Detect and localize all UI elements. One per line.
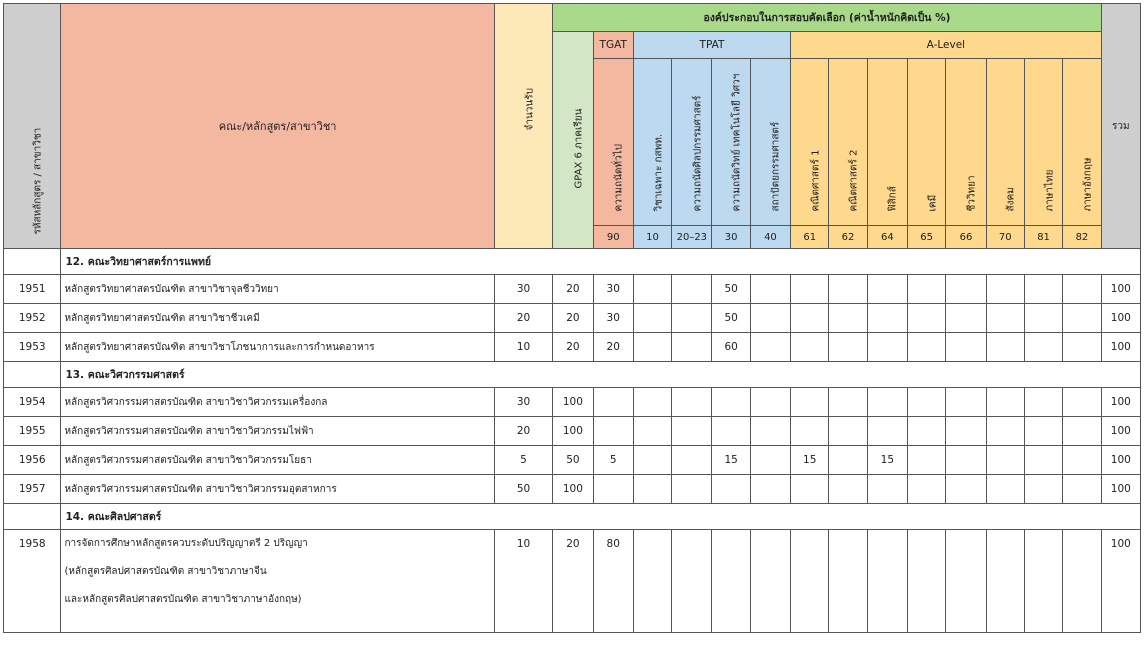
header-subject-code: 90 (593, 226, 633, 249)
score-weight (633, 475, 671, 504)
score-weight: 60 (712, 333, 750, 362)
header-subject: ความถนัดศิลปกรรมศาสตร์ (672, 59, 712, 226)
score-weight (867, 475, 907, 504)
score-weight (986, 446, 1024, 475)
program-name (61, 388, 494, 417)
header-subject: ภาษาอังกฤษ (1063, 59, 1101, 226)
header-subject: ความถนัดทั่วไป (593, 59, 633, 226)
program-name-line: หลักสูตรวิทยาศาสตรบัณฑิต สาขาวิชาชีวเคมี (64, 312, 260, 324)
program-name-line: หลักสูตรวิศวกรรมศาสตรบัณฑิต สาขาวิชาวิศวกรรมโยธา (64, 454, 312, 466)
score-weight: 15 (867, 446, 907, 475)
score-weight (1024, 333, 1062, 362)
program-code: 1957 (4, 475, 61, 504)
program-code: 1952 (4, 304, 61, 333)
table-row (4, 446, 1141, 475)
score-weight (829, 446, 867, 475)
seats-value: 30 (494, 275, 552, 304)
program-name (61, 475, 494, 504)
header-subject: สังคม (986, 59, 1024, 226)
score-weight (633, 388, 671, 417)
program-name-line: หลักสูตรวิทยาศาสตรบัณฑิต สาขาวิชาโภชนาการและการกำหนดอาหาร (64, 341, 375, 353)
header-subject-code: 40 (750, 226, 790, 249)
score-weight: 50 (712, 304, 750, 333)
score-weight: 5 (593, 446, 633, 475)
score-weight (986, 417, 1024, 446)
score-weight (1024, 417, 1062, 446)
header-subject: ภาษาไทย (1024, 59, 1062, 226)
score-weight (1063, 417, 1101, 446)
score-weight (986, 475, 1024, 504)
seats-value: 30 (494, 388, 552, 417)
program-code: 1956 (4, 446, 61, 475)
gpax-value: 100 (553, 475, 593, 504)
header-components: องค์ประกอบในการสอบคัดเลือก (ค่าน้ำหนักคิดเป็น %) (553, 4, 1101, 32)
section-label: 14. คณะศิลปศาสตร์ (61, 504, 1141, 530)
score-weight (750, 475, 790, 504)
program-name-line: และหลักสูตรศิลปศาสตรบัณฑิต สาขาวิชาภาษาอังกฤษ) (64, 594, 302, 605)
program-code: 1951 (4, 275, 61, 304)
score-weight (593, 475, 633, 504)
score-weight: 15 (791, 446, 829, 475)
header-faculty: คณะ/หลักสูตร/สาขาวิชา (61, 4, 494, 249)
score-weight (829, 530, 867, 633)
score-weight (986, 388, 1024, 417)
score-weight (867, 304, 907, 333)
program-name-line: (หลักสูตรศิลปศาสตรบัณฑิต สาขาวิชาภาษาจีน (64, 566, 267, 577)
score-weight (946, 333, 986, 362)
score-weight (791, 304, 829, 333)
score-weight (1063, 333, 1101, 362)
program-name-line: หลักสูตรวิศวกรรมศาสตรบัณฑิต สาขาวิชาวิศวกรรมเครื่องกล (64, 396, 328, 408)
header-subject-code: 70 (986, 226, 1024, 249)
score-weight (867, 417, 907, 446)
header-subject-code: 10 (633, 226, 671, 249)
program-code: 1954 (4, 388, 61, 417)
score-weight (946, 275, 986, 304)
score-weight (908, 446, 946, 475)
score-weight (633, 333, 671, 362)
total-value: 100 (1101, 304, 1140, 333)
table-row (4, 388, 1141, 417)
score-weight (1063, 446, 1101, 475)
total-value: 100 (1101, 446, 1140, 475)
header-subject-code: 61 (791, 226, 829, 249)
score-weight (829, 417, 867, 446)
score-weight: 80 (593, 530, 633, 633)
table-row (4, 417, 1141, 446)
header-subject-code: 20–23 (672, 226, 712, 249)
header-gpax: GPAX 6 ภาคเรียน (553, 32, 593, 249)
score-weight (633, 530, 671, 633)
score-weight (712, 388, 750, 417)
score-weight (1024, 304, 1062, 333)
score-weight (867, 388, 907, 417)
score-weight: 30 (593, 304, 633, 333)
header-subject-code: 62 (829, 226, 867, 249)
header-subject: คณิตศาสตร์ 1 (791, 59, 829, 226)
header-subject: ชีววิทยา (946, 59, 986, 226)
score-weight (712, 475, 750, 504)
score-weight (908, 475, 946, 504)
score-weight (946, 475, 986, 504)
section-row (4, 504, 1141, 530)
seats-value: 10 (494, 530, 552, 633)
header-seats: จำนวนรับ (494, 4, 552, 249)
program-name-line: หลักสูตรวิทยาศาสตรบัณฑิต สาขาวิชาจุลชีววิทยา (64, 283, 279, 295)
score-weight (633, 417, 671, 446)
score-weight (1063, 530, 1101, 633)
score-weight (791, 417, 829, 446)
score-weight (867, 333, 907, 362)
score-weight (908, 275, 946, 304)
score-weight (829, 275, 867, 304)
score-weight (791, 388, 829, 417)
total-value: 100 (1101, 417, 1140, 446)
total-value: 100 (1101, 388, 1140, 417)
gpax-value: 100 (553, 417, 593, 446)
score-weight (672, 333, 712, 362)
score-weight (867, 275, 907, 304)
score-weight (791, 475, 829, 504)
score-weight (1024, 475, 1062, 504)
table-row (4, 333, 1141, 362)
total-value: 100 (1101, 333, 1140, 362)
score-weight (750, 446, 790, 475)
program-name (61, 304, 494, 333)
gpax-value: 20 (553, 530, 593, 633)
program-name (61, 417, 494, 446)
seats-value: 50 (494, 475, 552, 504)
score-weight (750, 388, 790, 417)
seats-value: 20 (494, 417, 552, 446)
score-weight: 30 (593, 275, 633, 304)
total-value: 100 (1101, 275, 1140, 304)
section-row (4, 249, 1141, 275)
gpax-value: 50 (553, 446, 593, 475)
score-weight (908, 304, 946, 333)
score-weight (633, 304, 671, 333)
score-weight (867, 530, 907, 633)
gpax-value: 20 (553, 275, 593, 304)
score-weight (946, 388, 986, 417)
program-name (61, 333, 494, 362)
score-weight: 15 (712, 446, 750, 475)
score-weight (750, 304, 790, 333)
score-weight (946, 530, 986, 633)
header-subject-code: 30 (712, 226, 750, 249)
score-weight (791, 530, 829, 633)
score-weight: 20 (593, 333, 633, 362)
header-subject-code: 82 (1063, 226, 1101, 249)
header-subject: สถาปัตยกรรมศาสตร์ (750, 59, 790, 226)
header-subject: ความถนัดวิทย์ เทคโนโลยี วิศวฯ (712, 59, 750, 226)
score-weight (712, 417, 750, 446)
program-name (61, 275, 494, 304)
header-code: รหัสหลักสูตร / สาขาวิชา (4, 4, 61, 249)
header-subject: เคมี (908, 59, 946, 226)
seats-value: 20 (494, 304, 552, 333)
header-subject-code: 66 (946, 226, 986, 249)
score-weight (946, 304, 986, 333)
program-code: 1955 (4, 417, 61, 446)
score-weight (750, 417, 790, 446)
score-weight (633, 275, 671, 304)
header-subject: ฟิสิกส์ (867, 59, 907, 226)
score-weight (791, 275, 829, 304)
score-weight (908, 530, 946, 633)
seats-value: 10 (494, 333, 552, 362)
section-row (4, 362, 1141, 388)
score-weight (1063, 275, 1101, 304)
score-weight: 50 (712, 275, 750, 304)
score-weight (672, 446, 712, 475)
score-weight (908, 388, 946, 417)
score-weight (1063, 388, 1101, 417)
score-weight (750, 530, 790, 633)
score-weight (593, 417, 633, 446)
total-value: 100 (1101, 530, 1140, 633)
score-weight (1024, 446, 1062, 475)
score-weight (946, 446, 986, 475)
header-subject-code: 64 (867, 226, 907, 249)
score-weight (672, 475, 712, 504)
score-weight (908, 417, 946, 446)
header-total: รวม (1101, 4, 1140, 249)
score-weight (791, 333, 829, 362)
program-name (61, 446, 494, 475)
table-row (4, 530, 1141, 633)
program-name-line: หลักสูตรวิศวกรรมศาสตรบัณฑิต สาขาวิชาวิศวกรรมไฟฟ้า (64, 425, 314, 437)
header-subject-code: 65 (908, 226, 946, 249)
program-name-line: หลักสูตรวิศวกรรมศาสตรบัณฑิต สาขาวิชาวิศวกรรมอุตสาหการ (64, 483, 337, 495)
program-code: 1953 (4, 333, 61, 362)
score-weight (1024, 275, 1062, 304)
score-weight (1024, 530, 1062, 633)
score-weight (986, 333, 1024, 362)
program-name (61, 530, 494, 633)
section-label: 12. คณะวิทยาศาสตร์การแพทย์ (61, 249, 1141, 275)
seats-value: 5 (494, 446, 552, 475)
header-subject: คณิตศาสตร์ 2 (829, 59, 867, 226)
score-weight (986, 275, 1024, 304)
score-weight (829, 388, 867, 417)
header-subject-code: 81 (1024, 226, 1062, 249)
score-weight (750, 275, 790, 304)
admission-table (3, 3, 1141, 633)
table-row (4, 275, 1141, 304)
gpax-value: 100 (553, 388, 593, 417)
score-weight (672, 388, 712, 417)
score-weight (829, 475, 867, 504)
total-value: 100 (1101, 475, 1140, 504)
score-weight (1063, 475, 1101, 504)
score-weight (829, 304, 867, 333)
gpax-value: 20 (553, 304, 593, 333)
table-row (4, 475, 1141, 504)
header-subject: วิชาเฉพาะ กสพท. (633, 59, 671, 226)
table-row (4, 304, 1141, 333)
score-weight (712, 530, 750, 633)
score-weight (750, 333, 790, 362)
score-weight (633, 446, 671, 475)
score-weight (672, 417, 712, 446)
score-weight (1063, 304, 1101, 333)
program-code: 1958 (4, 530, 61, 633)
score-weight (672, 275, 712, 304)
header-group-alevel: A-Level (791, 32, 1102, 59)
header-group-tpat: TPAT (633, 32, 790, 59)
score-weight (986, 304, 1024, 333)
score-weight (946, 417, 986, 446)
header-group-tgat: TGAT (593, 32, 633, 59)
score-weight (672, 304, 712, 333)
gpax-value: 20 (553, 333, 593, 362)
score-weight (829, 333, 867, 362)
score-weight (908, 333, 946, 362)
score-weight (672, 530, 712, 633)
score-weight (986, 530, 1024, 633)
program-name-line: การจัดการศึกษาหลักสูตรควบระดับปริญญาตรี 2 ปริญญา (64, 538, 308, 549)
score-weight (593, 388, 633, 417)
score-weight (1024, 388, 1062, 417)
section-label: 13. คณะวิศวกรรมศาสตร์ (61, 362, 1141, 388)
